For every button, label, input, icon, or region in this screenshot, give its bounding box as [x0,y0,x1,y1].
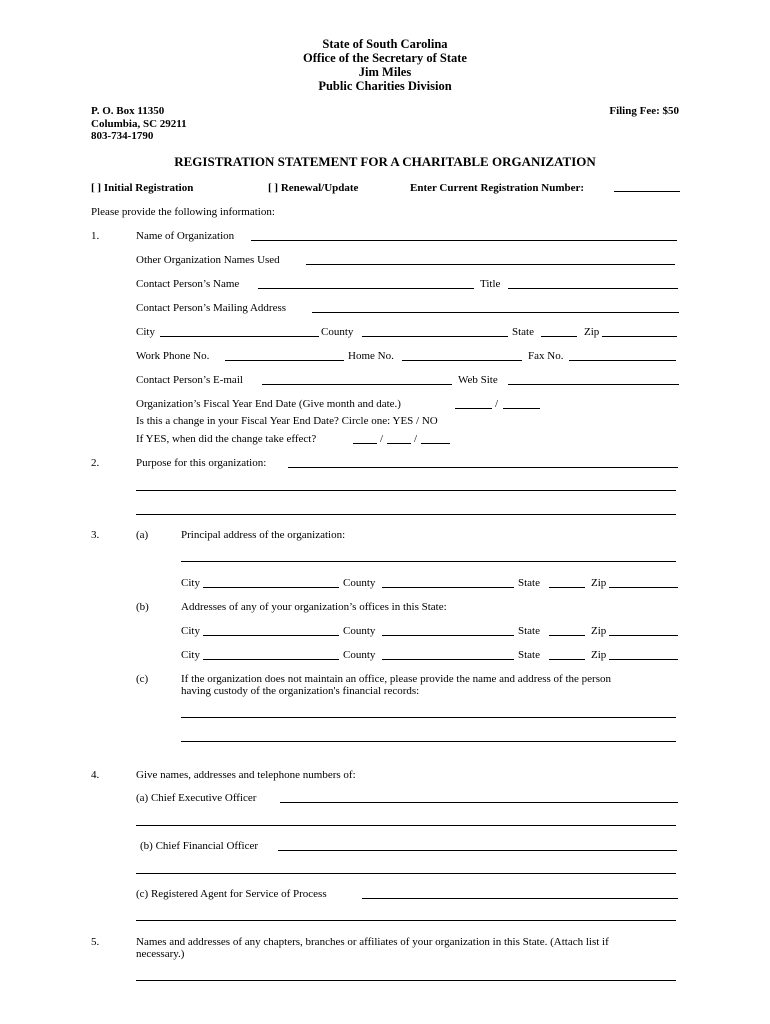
section-1-number: 1. [91,230,100,242]
home-phone-label: Home No. [348,350,394,362]
header-state: State of South Carolina [322,37,448,51]
purpose-field-3[interactable] [136,514,676,515]
office1-county-field[interactable] [382,635,514,636]
affiliates-field[interactable] [136,980,676,981]
intro-text: Please provide the following information: [91,206,275,218]
purpose-field-1[interactable] [288,467,678,468]
fiscal-slash: / [495,398,499,410]
state-offices-label: Addresses of any of your organization’s offices in this State: [181,601,447,613]
section-4-number: 4. [91,769,100,781]
office1-zip-label: Zip [591,625,607,637]
mailing-address-field[interactable] [312,312,679,313]
other-names-label: Other Organization Names Used [136,254,280,266]
principal-county-field[interactable] [382,587,514,588]
title-field[interactable] [508,288,678,289]
org-name-label: Name of Organization [136,230,235,242]
section-3a-marker: (a) [136,529,149,541]
ceo-field-2[interactable] [136,825,676,826]
zip-field[interactable] [602,336,677,337]
custody-field-1[interactable] [181,717,676,718]
email-field[interactable] [262,384,452,385]
org-name-field[interactable] [251,240,677,241]
header-division: Public Charities Division [318,79,452,93]
office2-county-label: County [343,649,376,661]
principal-state-field[interactable] [549,587,585,588]
section-3b-marker: (b) [136,601,149,613]
city-field[interactable] [160,336,319,337]
zip-label: Zip [584,326,600,338]
county-label: County [321,326,354,338]
office1-city-field[interactable] [203,635,339,636]
ceo-field-1[interactable] [280,802,678,803]
initial-registration-checkbox[interactable]: [ ] Initial Registration [91,182,194,194]
header-office: Office of the Secretary of State [303,51,467,65]
change-month-field[interactable] [353,443,377,444]
custody-text-line2: having custody of the organization's financial records: [181,685,420,697]
header-name: Jim Miles [358,65,412,79]
change-slash-2: / [414,433,418,445]
fiscal-month-field[interactable] [455,408,492,409]
principal-address-field[interactable] [181,561,676,562]
address-po-box: P. O. Box 11350 [91,105,165,117]
section-3-number: 3. [91,529,100,541]
custody-text-line1: If the organization does not maintain an office, please provide the name and address of the person [181,673,611,685]
office2-city-field[interactable] [203,659,339,660]
cfo-field-2[interactable] [136,873,676,874]
office1-county-label: County [343,625,376,637]
fiscal-change-question: Is this a change in your Fiscal Year End Date? Circle one: YES / NO [136,415,438,427]
form-title: REGISTRATION STATEMENT FOR A CHARITABLE ORGANIZATION [174,154,596,169]
office1-state-label: State [518,625,540,637]
section-5-number: 5. [91,936,100,948]
address-city: Columbia, SC 29211 [91,118,187,130]
change-year-field[interactable] [421,443,450,444]
mailing-address-label: Contact Person’s Mailing Address [136,302,287,314]
section-2-number: 2. [91,457,100,469]
fiscal-day-field[interactable] [503,408,540,409]
current-registration-label: Enter Current Registration Number: [410,182,585,194]
office2-zip-field[interactable] [609,659,678,660]
address-phone: 803-734-1790 [91,130,154,142]
principal-state-label: State [518,577,540,589]
filing-fee: Filing Fee: $50 [609,105,679,117]
purpose-field-2[interactable] [136,490,676,491]
office2-state-label: State [518,649,540,661]
agent-field-1[interactable] [362,898,678,899]
section-3c-marker: (c) [136,673,149,685]
website-label: Web Site [458,374,498,386]
principal-zip-field[interactable] [609,587,678,588]
principal-address-label: Principal address of the organization: [181,529,346,541]
current-registration-field[interactable] [614,191,680,192]
state-field[interactable] [541,336,577,337]
principal-city-field[interactable] [203,587,339,588]
office2-zip-label: Zip [591,649,607,661]
change-effect-label: If YES, when did the change take effect? [136,433,317,445]
email-label: Contact Person’s E-mail [136,374,243,386]
agent-field-2[interactable] [136,920,676,921]
office2-city-label: City [181,649,200,661]
fiscal-year-label: Organization’s Fiscal Year End Date (Give month and date.) [136,398,401,410]
principal-city-label: City [181,577,200,589]
custody-field-2[interactable] [181,741,676,742]
principal-county-label: County [343,577,376,589]
fax-field[interactable] [569,360,676,361]
office1-city-label: City [181,625,200,637]
cfo-label: (b) Chief Financial Officer [140,840,259,852]
fax-label: Fax No. [528,350,564,362]
office1-state-field[interactable] [549,635,585,636]
office2-county-field[interactable] [382,659,514,660]
website-field[interactable] [508,384,679,385]
principal-zip-label: Zip [591,577,607,589]
affiliates-text-line1: Names and addresses of any chapters, branches or affiliates of your organization in this State. (Attach list if [136,936,609,948]
other-names-field[interactable] [306,264,675,265]
contact-name-field[interactable] [258,288,474,289]
purpose-label: Purpose for this organization: [136,457,267,469]
cfo-field-1[interactable] [278,850,677,851]
home-phone-field[interactable] [402,360,522,361]
ceo-label: (a) Chief Executive Officer [136,792,257,804]
county-field[interactable] [362,336,508,337]
office2-state-field[interactable] [549,659,585,660]
officers-intro: Give names, addresses and telephone numbers of: [136,769,356,781]
agent-label: (c) Registered Agent for Service of Process [136,888,327,900]
contact-name-label: Contact Person’s Name [136,278,240,290]
renewal-checkbox[interactable]: [ ] Renewal/Update [268,182,359,194]
title-label: Title [480,278,501,290]
change-slash-1: / [380,433,384,445]
office1-zip-field[interactable] [609,635,678,636]
change-day-field[interactable] [387,443,411,444]
work-phone-field[interactable] [225,360,344,361]
work-phone-label: Work Phone No. [136,350,210,362]
city-label: City [136,326,155,338]
state-label: State [512,326,534,338]
affiliates-text-line2: necessary.) [136,948,185,960]
